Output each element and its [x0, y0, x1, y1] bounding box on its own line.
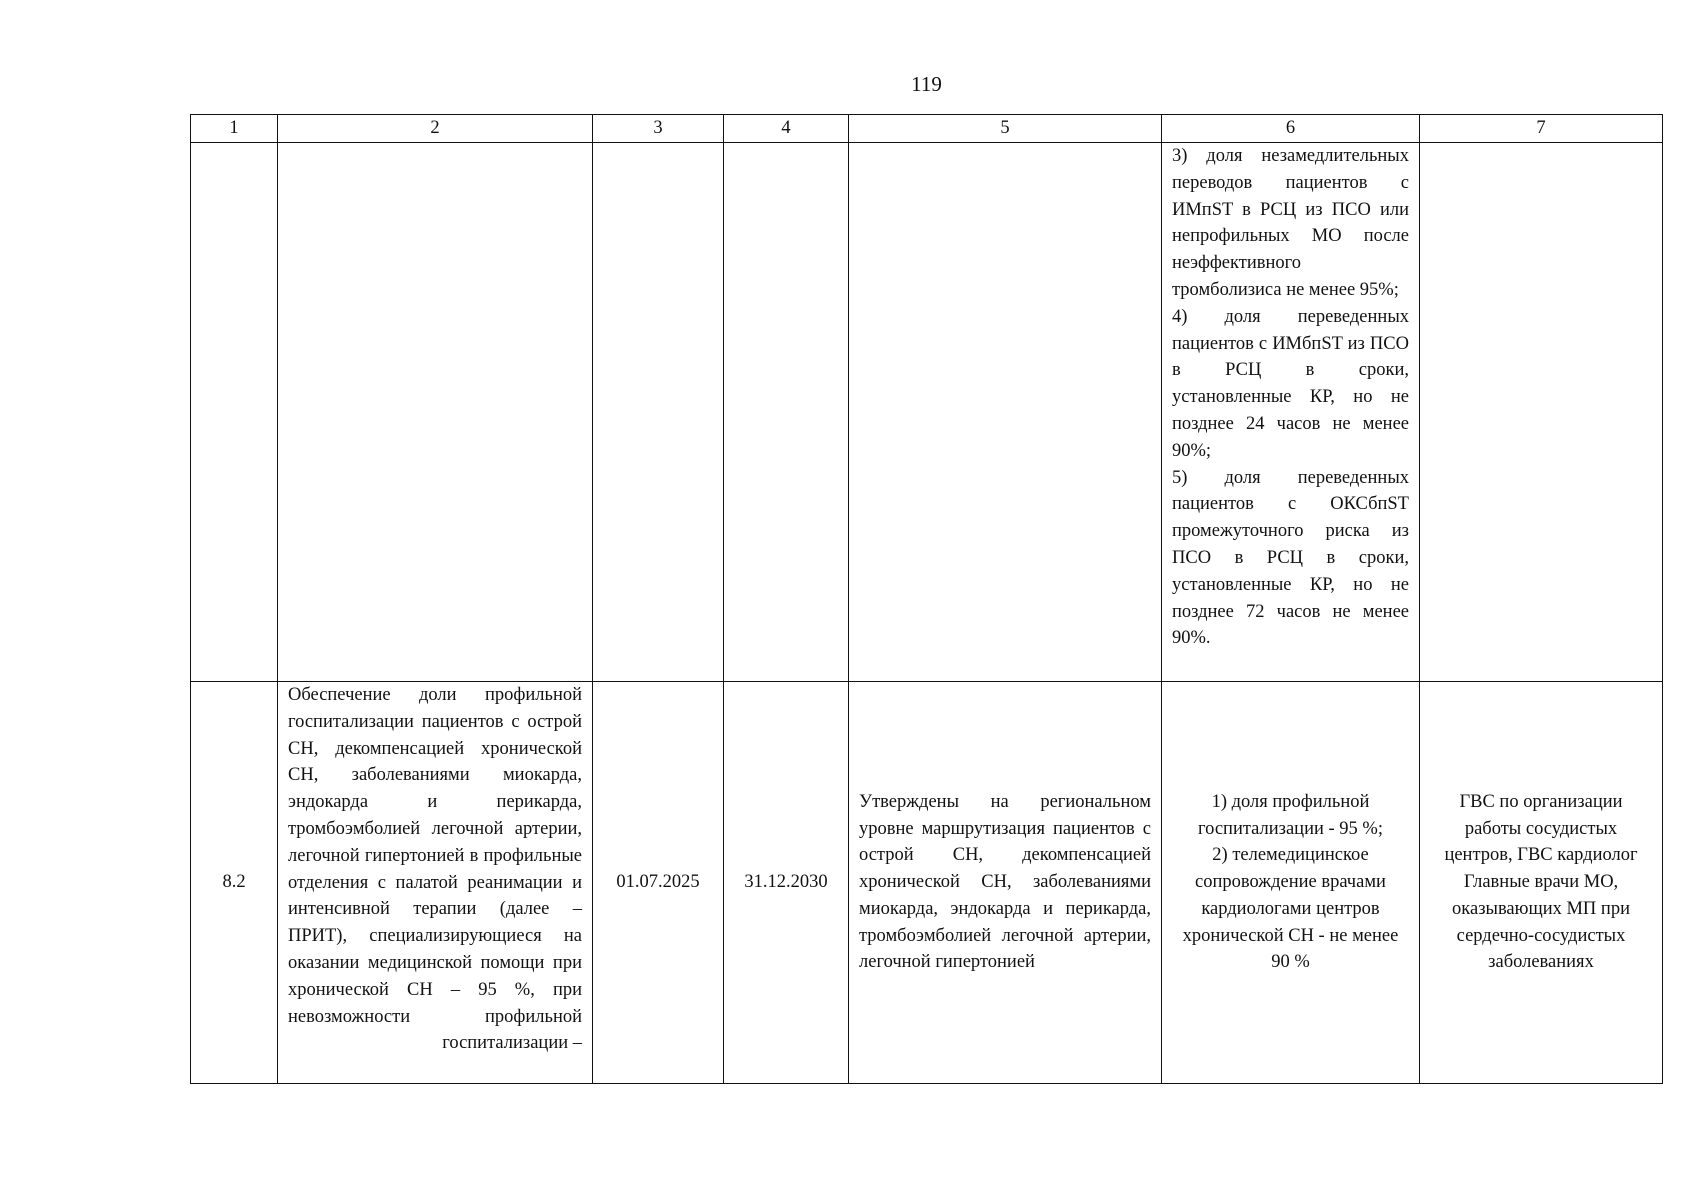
indicator-item: 2) телемедицинское сопровождение врачами кардиологами центров хронической СН - не менее 90 %: [1182, 845, 1399, 973]
header-cell-7: 7: [1420, 115, 1663, 143]
start-date: 01.07.2025: [593, 682, 724, 1084]
header-cell-1: 1: [191, 115, 278, 143]
row-number: 8.2: [191, 682, 278, 1084]
cont-cell-num: [191, 143, 278, 682]
indicator-item: 3) доля незамедлительных переводов пациентов с ИМпST в РСЦ из ПСО или непрофильных МО после неэффективного тромболизиса не менее 95%;: [1172, 146, 1409, 300]
indicators-cell: [1162, 682, 1420, 1084]
header-cell-2: 2: [278, 115, 593, 143]
header-row: [191, 115, 1663, 143]
table-row-8-2: [191, 682, 1663, 1084]
cont-cell-end: [724, 143, 849, 682]
cont-cell-start: [593, 143, 724, 682]
plan-table: [190, 114, 1663, 1084]
indicator-item: 5) доля переведенных пациентов с ОКСбпST промежуточного риска из ПСО в РСЦ в сроки, установленные КР, но не позднее 72 часов не менее 90%.: [1172, 467, 1409, 649]
responsible-cell: ГВС по организации работы сосудистых центров, ГВС кардиолог Главные врачи МО, оказывающих МП при сердечно-сосудистых заболеваниях: [1420, 682, 1663, 1084]
table-row-continuation: [191, 143, 1663, 682]
indicator-item: 1) доля профильной госпитализации - 95 %;: [1198, 791, 1383, 839]
header-cell-3: 3: [593, 115, 724, 143]
cont-cell-description: [278, 143, 593, 682]
header-cell-5: 5: [849, 115, 1162, 143]
cont-cell-result: [849, 143, 1162, 682]
header-cell-6: 6: [1162, 115, 1420, 143]
measure-description: Обеспечение доли профильной госпитализации пациентов с острой СН, декомпенсацией хронической СН, заболеваниями миокарда, эндокарда и перикарда, тромбоэмболией легочной артерии, легочной гипертонией в профильные отделения с палатой реанимации и интенсивной терапии (далее – ПРИТ), специализирующиеся на оказании медицинской помощи при хронической СН – 95 %, при невозможности профильной госпитализации –: [278, 682, 593, 1084]
header-cell-4: 4: [724, 115, 849, 143]
cont-cell-responsible: [1420, 143, 1663, 682]
expected-result: Утверждены на региональном уровне маршрутизация пациентов с острой СН, декомпенсацией хронической СН, заболеваниями миокарда, эндокарда и перикарда, тромбоэмболией легочной артерии, легочной гипертонией: [849, 682, 1162, 1084]
page-number: 119: [911, 72, 942, 96]
indicator-item: 4) доля переведенных пациентов с ИМбпST из ПСО в РСЦ в сроки, установленные КР, но не позднее 24 часов не менее 90%;: [1172, 306, 1409, 461]
end-date: 31.12.2030: [724, 682, 849, 1084]
cont-cell-indicators: [1162, 143, 1420, 682]
